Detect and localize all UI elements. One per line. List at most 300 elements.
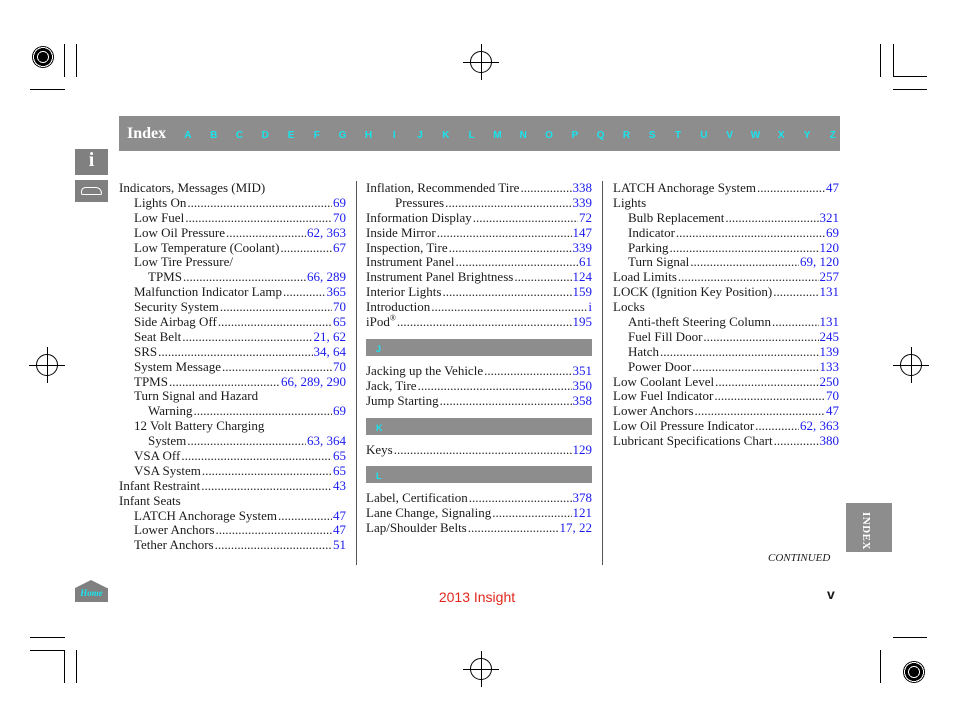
entry-term (366, 364, 483, 379)
entry-page-link[interactable]: 139 (819, 343, 839, 359)
dot-leader (169, 375, 280, 390)
index-entry[interactable] (613, 270, 839, 285)
dot-leader (772, 315, 819, 330)
page-number: v (827, 586, 835, 602)
dot-leader (774, 434, 819, 449)
entry-term (134, 419, 264, 434)
entry-term-text: Interior Lights (366, 284, 442, 300)
dot-leader (278, 509, 332, 524)
index-entry[interactable] (613, 404, 839, 419)
entry-term (366, 300, 430, 315)
entry-page-link[interactable]: 63, 364 (307, 433, 346, 449)
entry-term (134, 330, 181, 345)
crop-line (30, 89, 65, 90)
letter-link-t[interactable]: T (674, 130, 682, 141)
entry-term (134, 449, 180, 464)
crop-line (76, 44, 77, 77)
entry-page-link[interactable]: 62, 363 (307, 224, 346, 240)
letter-link-s[interactable]: S (648, 130, 656, 141)
entry-term-text: Security System (134, 299, 219, 315)
home-label: Home (80, 588, 103, 598)
entry-term-text: Low Oil Pressure (134, 224, 225, 240)
entry-term-text: Indicator (628, 224, 675, 240)
entry-term (628, 226, 675, 241)
entry-page-link[interactable]: 133 (819, 358, 839, 374)
letter-link-w[interactable]: W (750, 130, 761, 141)
entry-page-link[interactable]: 124 (572, 269, 592, 285)
index-entry[interactable] (119, 523, 346, 538)
entry-page-link[interactable]: 339 (572, 239, 592, 255)
entry-term-text: Power Door (628, 358, 692, 374)
index-entry[interactable] (613, 226, 839, 241)
entry-page-link[interactable]: 70 (333, 358, 346, 374)
dot-leader (226, 226, 306, 241)
index-entry[interactable] (366, 241, 592, 256)
dot-leader (397, 315, 572, 330)
index-entry[interactable] (613, 419, 839, 434)
entry-term (366, 181, 519, 196)
crop-line (880, 44, 881, 77)
entry-page-link[interactable]: 339 (572, 194, 592, 210)
entry-page-link[interactable]: 47 (333, 507, 346, 523)
entry-term-text: Inflation, Recommended Tire (366, 180, 520, 195)
entry-page-link[interactable]: 72 (579, 209, 592, 225)
index-entry[interactable] (366, 315, 592, 330)
entry-term (366, 226, 436, 241)
registration-mark-bottom-center (470, 658, 492, 680)
letter-link-r[interactable]: R (622, 130, 631, 141)
entry-term-text: Low Fuel (134, 209, 185, 225)
dot-leader (660, 345, 818, 360)
entry-term (628, 330, 702, 345)
dot-leader (201, 479, 332, 494)
letter-link-n[interactable]: N (519, 130, 527, 141)
letter-link-i[interactable]: I (392, 130, 396, 141)
index-entry[interactable] (366, 226, 592, 241)
entry-page-link[interactable]: 195 (572, 314, 592, 330)
entry-page-link[interactable]: 62, 363 (800, 418, 839, 434)
entry-term (134, 375, 168, 390)
entry-term-text: Load Limits (613, 269, 677, 285)
entry-term-text: 12 Volt Battery Charging (134, 418, 265, 434)
entry-term (613, 300, 645, 315)
dot-leader (473, 211, 578, 226)
entry-term-text: Keys (366, 441, 393, 457)
index-entry[interactable] (366, 285, 592, 300)
entry-page-link[interactable]: 17, 22 (559, 520, 592, 536)
entry-page-link[interactable]: 147 (572, 224, 592, 240)
entry-term (366, 315, 396, 330)
letter-link-j[interactable]: J (417, 130, 423, 141)
entry-page-link[interactable]: 380 (819, 433, 839, 449)
crop-line (76, 650, 77, 683)
dot-leader (185, 211, 332, 226)
entry-term (134, 389, 258, 404)
dot-leader (182, 330, 312, 345)
entry-page-link[interactable]: 69 (333, 403, 346, 419)
entry-term (366, 443, 393, 458)
entry-term-text: System (148, 433, 187, 449)
entry-term (613, 270, 677, 285)
letter-link-h[interactable]: H (364, 130, 373, 141)
entry-page-link[interactable]: 257 (819, 269, 839, 285)
entry-term (148, 270, 182, 285)
entry-page-link[interactable]: 21, 62 (313, 328, 346, 344)
index-group-i (366, 181, 592, 330)
index-entry[interactable] (119, 241, 346, 256)
letter-link-g[interactable]: G (338, 130, 347, 141)
crop-line (64, 44, 65, 77)
index-entry (613, 196, 839, 211)
letter-link-k[interactable]: K (442, 130, 450, 141)
entry-page-link[interactable]: 61 (579, 254, 592, 270)
index-entry[interactable] (613, 181, 839, 196)
entry-page-link[interactable]: 65 (333, 314, 346, 330)
entry-term-text: Lights (613, 194, 647, 210)
dot-leader (181, 449, 332, 464)
index-entry[interactable] (119, 300, 346, 315)
dot-leader (216, 523, 332, 538)
crop-line (64, 650, 65, 683)
dot-leader (773, 285, 818, 300)
index-entry (119, 255, 346, 270)
entry-term (134, 523, 215, 538)
dot-leader (202, 464, 332, 479)
dot-leader (468, 521, 559, 536)
entry-page-link[interactable]: 34, 64 (313, 343, 346, 359)
entry-term (134, 345, 157, 360)
index-tab-label: INDEX (860, 512, 872, 550)
entry-term (366, 506, 491, 521)
section-letter: K (376, 422, 383, 433)
entry-term (134, 509, 277, 524)
index-entry[interactable] (613, 434, 839, 449)
dot-leader (449, 241, 572, 256)
index-tab[interactable] (846, 503, 892, 552)
entry-term (366, 211, 472, 226)
index-entry[interactable] (613, 285, 839, 300)
index-entry[interactable] (366, 270, 592, 285)
index-entry[interactable] (119, 479, 346, 494)
car-button[interactable] (75, 180, 108, 202)
letter-link-b[interactable]: B (210, 130, 218, 141)
entry-term-text: Low Coolant Level (613, 373, 715, 389)
index-entry[interactable] (366, 300, 592, 315)
dot-leader (725, 211, 818, 226)
index-entry[interactable] (119, 211, 346, 226)
index-entry[interactable] (366, 181, 592, 196)
entry-page-link[interactable]: 66, 289 (307, 269, 346, 285)
crop-line (893, 76, 927, 77)
entry-term-text: Introduction (366, 299, 431, 315)
letter-link-x[interactable]: X (777, 130, 785, 141)
letter-link-u[interactable]: U (700, 130, 708, 141)
registration-mark-top-center (470, 51, 492, 73)
dot-leader (431, 300, 587, 315)
crop-line (30, 637, 65, 638)
entry-page-link[interactable]: 70 (826, 388, 839, 404)
crop-line (893, 44, 894, 77)
crop-line (893, 637, 927, 638)
entry-page-link[interactable]: 66, 289, 290 (281, 373, 346, 389)
index-entry[interactable] (119, 315, 346, 330)
entry-term-text: Instrument Panel (366, 254, 455, 270)
entry-term-text: Lower Anchors (613, 403, 694, 419)
entry-page-link[interactable]: 250 (819, 373, 839, 389)
index-column-2 (366, 181, 592, 536)
letter-link-p[interactable]: P (571, 130, 579, 141)
index-entry[interactable] (366, 379, 592, 394)
entry-page-link[interactable]: 51 (333, 537, 346, 553)
dot-leader (220, 300, 332, 315)
dot-leader (418, 379, 572, 394)
entry-term-text: Turn Signal and Hazard (134, 388, 259, 404)
index-entry[interactable] (119, 360, 346, 375)
entry-term (134, 464, 201, 479)
entry-term-text: Lap/Shoulder Belts (366, 520, 467, 536)
letter-link-y[interactable]: Y (803, 130, 811, 141)
letter-link-l[interactable]: L (468, 130, 475, 141)
letter-link-f[interactable]: F (313, 130, 320, 141)
index-entry[interactable] (119, 464, 346, 479)
entry-term-text: Low Temperature (Coolant) (134, 239, 280, 255)
entry-term (628, 315, 771, 330)
entry-page-link[interactable]: 67 (333, 239, 346, 255)
car-icon (81, 187, 102, 195)
entry-term (119, 494, 181, 509)
dot-leader (437, 226, 572, 241)
dot-leader (442, 285, 571, 300)
entry-term (613, 419, 754, 434)
entry-term (119, 181, 265, 196)
index-entry (613, 300, 839, 315)
entry-term (613, 181, 756, 196)
letter-link-a[interactable]: A (184, 130, 192, 141)
entry-page-link[interactable]: 70 (333, 209, 346, 225)
entry-term-text: Low Fuel Indicator (613, 388, 714, 404)
index-header (119, 116, 840, 151)
entry-term-text: Infant Seats (119, 492, 181, 508)
dot-leader (445, 196, 571, 211)
entry-term-text: VSA Off (134, 448, 181, 464)
index-entry[interactable] (119, 226, 346, 241)
index-entry[interactable] (366, 364, 592, 379)
entry-page-link[interactable]: 351 (572, 362, 592, 378)
dot-leader (715, 375, 818, 390)
entry-page-link[interactable]: 350 (572, 377, 592, 393)
entry-term (366, 285, 441, 300)
dot-leader (676, 226, 825, 241)
index-entry[interactable] (366, 521, 592, 536)
entry-term-text: Instrument Panel Brightness (366, 269, 514, 285)
letter-link-c[interactable]: C (235, 130, 244, 141)
entry-term-text: Bulb Replacement (628, 209, 725, 225)
entry-page-link[interactable]: 338 (572, 180, 592, 195)
entry-term-text: Malfunction Indicator Lamp (134, 284, 283, 300)
index-entry (119, 494, 346, 509)
entry-page-link[interactable]: i (588, 299, 592, 315)
registration-mark-left (36, 354, 58, 376)
index-entry[interactable] (119, 285, 346, 300)
dot-leader (187, 434, 306, 449)
index-entry[interactable] (366, 196, 592, 211)
entry-term-text: Low Tire Pressure/ (134, 254, 233, 270)
index-entry[interactable] (613, 345, 839, 360)
index-entry[interactable] (119, 270, 346, 285)
dot-leader (514, 270, 571, 285)
entry-term-text: Jacking up the Vehicle (366, 362, 484, 378)
index-entry[interactable] (366, 506, 592, 521)
dot-leader (222, 360, 332, 375)
entry-term (134, 360, 221, 375)
section-header-j (366, 339, 592, 356)
index-entry[interactable] (613, 211, 839, 226)
dot-leader (714, 389, 825, 404)
letter-link-v[interactable]: V (726, 130, 733, 141)
entry-page-link[interactable]: 159 (572, 284, 592, 300)
index-entry[interactable] (613, 389, 839, 404)
dot-leader (187, 196, 332, 211)
index-entry[interactable] (613, 241, 839, 256)
index-entry[interactable] (119, 404, 346, 419)
entry-term-text: Tether Anchors (134, 537, 214, 553)
entry-page-link[interactable]: 65 (333, 462, 346, 478)
index-entry[interactable] (613, 375, 839, 390)
index-entry[interactable] (119, 538, 346, 553)
index-group-l (366, 491, 592, 536)
entry-page-link[interactable]: 321 (819, 209, 839, 225)
entry-page-link[interactable]: 69, 120 (800, 254, 839, 270)
dot-leader (283, 285, 325, 300)
index-entry[interactable] (366, 394, 592, 409)
entry-page-link[interactable]: 47 (826, 403, 839, 419)
entry-term-text: Lane Change, Signaling (366, 505, 492, 521)
footer-title: 2013 Insight (438, 589, 516, 605)
index-entry[interactable] (613, 330, 839, 345)
index-entry[interactable] (119, 375, 346, 390)
home-icon (75, 580, 107, 588)
index-entry[interactable] (366, 255, 592, 270)
entry-page-link[interactable]: 47 (333, 522, 346, 538)
entry-page-link[interactable]: 245 (819, 328, 839, 344)
entry-term (366, 255, 454, 270)
index-entry[interactable] (119, 449, 346, 464)
index-entry (119, 181, 346, 196)
letter-link-z[interactable]: Z (829, 130, 836, 141)
entry-term (613, 404, 694, 419)
index-entry[interactable] (119, 434, 346, 449)
entry-page-link[interactable]: 69 (826, 224, 839, 240)
registered-mark: ® (389, 313, 396, 323)
letter-link-q[interactable]: Q (596, 130, 605, 141)
index-entry[interactable] (613, 315, 839, 330)
index-entry[interactable] (613, 255, 839, 270)
letter-link-o[interactable]: O (545, 130, 553, 141)
entry-page-link[interactable]: 358 (572, 392, 592, 408)
entry-page-link[interactable]: 69 (333, 194, 346, 210)
entry-page-link[interactable]: 70 (333, 299, 346, 315)
entry-term-text: LOCK (Ignition Key Position) (613, 284, 773, 300)
entry-term-text: Hatch (628, 343, 660, 359)
entry-term (134, 285, 282, 300)
entry-term-text: Warning (148, 403, 193, 419)
entry-term (366, 270, 513, 285)
index-group-k (366, 443, 592, 458)
crop-line (30, 650, 65, 651)
entry-term-text: Seat Belt (134, 328, 182, 344)
dot-leader (669, 241, 818, 256)
section-header-l (366, 466, 592, 483)
entry-term-text: Indicators, Messages (MID) (119, 180, 266, 195)
index-entry[interactable] (366, 443, 592, 458)
entry-page-link[interactable]: 121 (572, 505, 592, 521)
dot-leader (280, 241, 332, 256)
dot-leader (692, 360, 818, 375)
letter-link-m[interactable]: M (493, 130, 502, 141)
entry-page-link[interactable]: 47 (826, 180, 839, 195)
letter-link-d[interactable]: D (261, 130, 269, 141)
dot-leader (215, 538, 332, 553)
entry-term (134, 255, 233, 270)
entry-term-text: Infant Restraint (119, 477, 201, 493)
dot-leader (695, 404, 825, 419)
alphabet-nav (175, 130, 846, 141)
entry-term (613, 285, 772, 300)
entry-page-link[interactable]: 129 (572, 441, 592, 457)
index-entry[interactable] (119, 345, 346, 360)
entry-page-link[interactable]: 120 (819, 239, 839, 255)
entry-term-text: Anti-theft Steering Column (628, 314, 771, 330)
index-entry[interactable] (613, 360, 839, 375)
section-header-k (366, 418, 592, 435)
index-entry[interactable] (366, 491, 592, 506)
entry-term (134, 196, 186, 211)
entry-term (628, 255, 689, 270)
column-divider (356, 181, 357, 565)
entry-term-text: Parking (628, 239, 669, 255)
registration-mark-bottom-right (903, 661, 925, 683)
entry-term (366, 241, 448, 256)
entry-term (395, 196, 444, 211)
entry-term (628, 345, 659, 360)
entry-page-link[interactable]: 43 (333, 477, 346, 493)
dot-leader (394, 443, 572, 458)
entry-term (366, 521, 467, 536)
entry-term (613, 375, 714, 390)
entry-page-link[interactable]: 65 (333, 448, 346, 464)
entry-term (613, 196, 646, 211)
index-entry[interactable] (119, 330, 346, 345)
index-entry[interactable] (366, 211, 592, 226)
continued-label: CONTINUED (768, 552, 831, 564)
dot-leader (218, 315, 332, 330)
entry-term-text: Side Airbag Off (134, 314, 217, 330)
entry-page-link[interactable]: 131 (819, 314, 839, 330)
entry-term-text: Label, Certification (366, 490, 468, 506)
entry-page-link[interactable]: 378 (572, 490, 592, 506)
letter-link-e[interactable]: E (287, 130, 295, 141)
dot-leader (193, 404, 332, 419)
entry-term (148, 404, 192, 419)
entry-page-link[interactable]: 131 (819, 284, 839, 300)
index-entry[interactable] (119, 196, 346, 211)
info-button[interactable] (75, 149, 108, 175)
entry-term-text: Inspection, Tire (366, 239, 448, 255)
entry-page-link[interactable]: 365 (326, 284, 346, 300)
index-entry[interactable] (119, 509, 346, 524)
index-group-j (366, 364, 592, 409)
entry-term (134, 226, 225, 241)
